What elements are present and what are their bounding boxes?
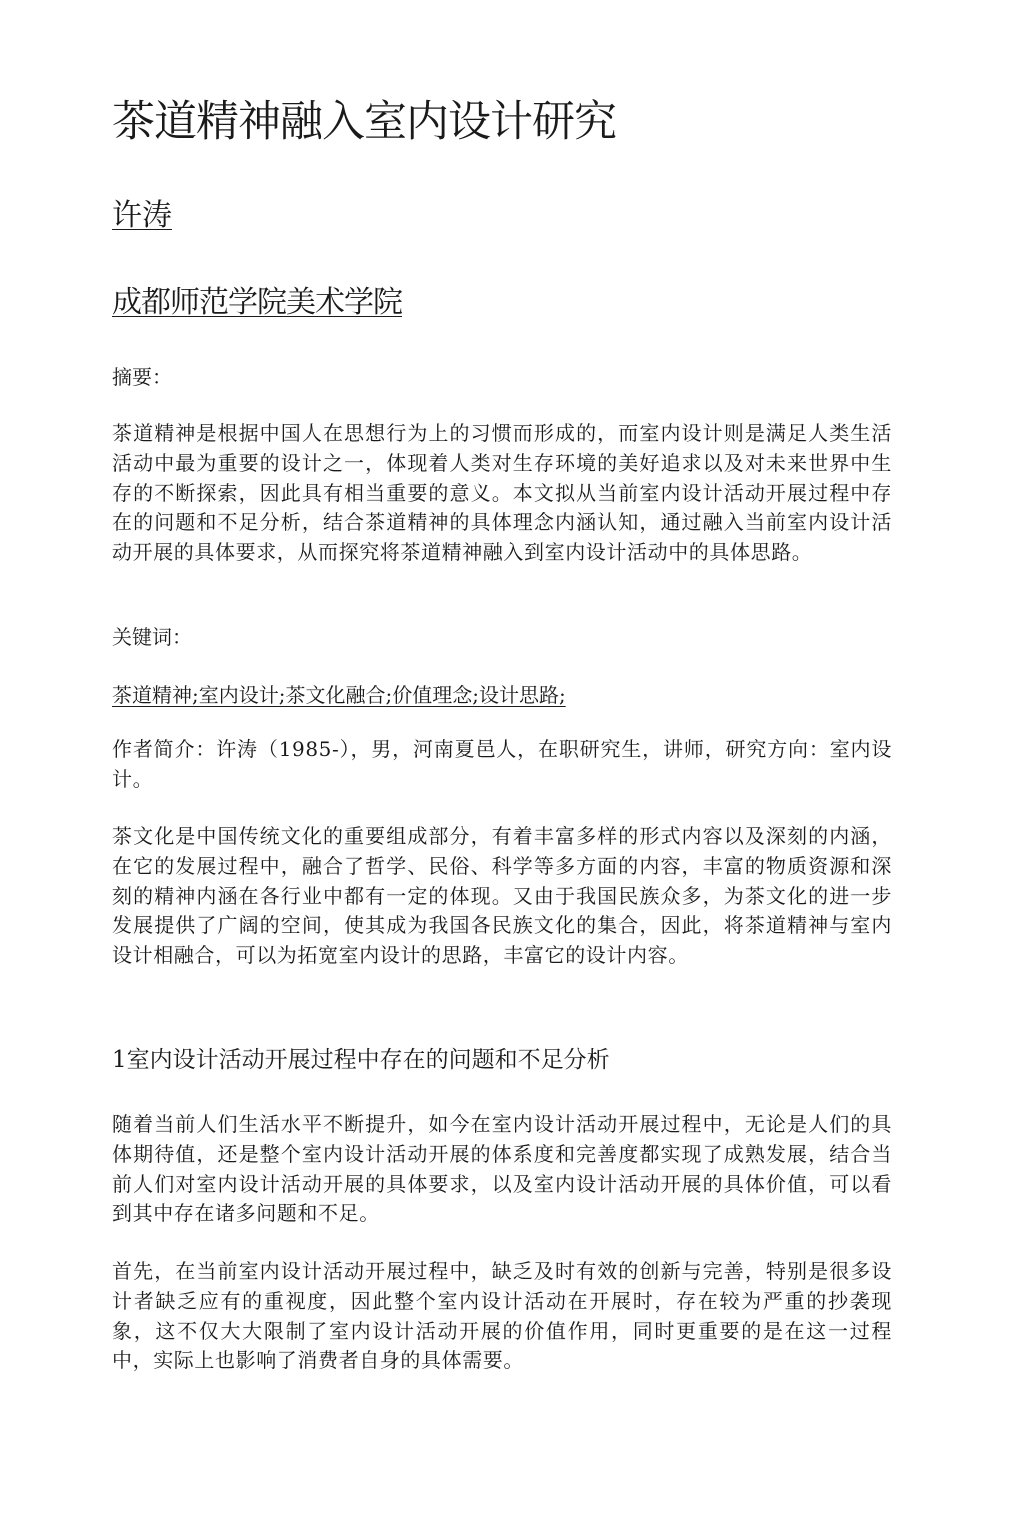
- section-heading: 1室内设计活动开展过程中存在的问题和不足分析: [112, 1047, 610, 1073]
- intro-paragraph: 茶文化是中国传统文化的重要组成部分，有着丰富多样的形式内容以及深刻的内涵，在它的发展过程中，融合了哲学、民俗、科学等多方面的内容，丰富的物质资源和深刻的精神内涵在各行业中都有一定的体现。又由于我国民族众多，为茶文化的进一步发展提供了广阔的空间，使其成为我国各民族文化的集合，因此，将茶道精神与室内设计相融合，可以为拓宽室内设计的思路，丰富它的设计内容。: [112, 824, 892, 968]
- section1-paragraph-2: 首先，在当前室内设计活动开展过程中，缺乏及时有效的创新与完善，特别是很多设计者缺乏应有的重视度，因此整个室内设计活动在开展时，存在较为严重的抄袭现象，这不仅大大限制了室内设计活动开展的价值作用，同时更重要的是在这一过程中，实际上也影响了消费者自身的具体需要。: [112, 1259, 892, 1373]
- author-affiliation[interactable]: 成都师范学院美术学院: [112, 285, 402, 320]
- paper-title: 茶道精神融入室内设计研究: [112, 97, 616, 147]
- author-name[interactable]: 许涛: [112, 198, 172, 233]
- section1-paragraph-1: 随着当前人们生活水平不断提升，如今在室内设计活动开展过程中，无论是人们的具体期待值，还是整个室内设计活动开展的体系度和完善度都实现了成熟发展，结合当前人们对室内设计活动开展的具体要求，以及室内设计活动开展的具体价值，可以看到其中存在诸多问题和不足。: [112, 1112, 892, 1226]
- keywords-label: 关键词：: [112, 625, 192, 649]
- keywords-list[interactable]: 茶道精神;室内设计;茶文化融合;价值理念;设计思路;: [112, 683, 566, 707]
- abstract-label: 摘要：: [112, 365, 172, 389]
- abstract-text: 茶道精神是根据中国人在思想行为上的习惯而形成的，而室内设计则是满足人类生活活动中最为重要的设计之一，体现着人类对生存环境的美好追求以及对未来世界中生存的不断探索，因此具有相当重要的意义。本文拟从当前室内设计活动开展过程中存在的问题和不足分析，结合茶道精神的具体理念内涵认知，通过融入当前室内设计活动开展的具体要求，从而探究将茶道精神融入到室内设计活动中的具体思路。: [112, 421, 892, 565]
- author-bio: 作者简介：许涛（1985-），男，河南夏邑人，在职研究生，讲师，研究方向：室内设计。: [112, 737, 892, 791]
